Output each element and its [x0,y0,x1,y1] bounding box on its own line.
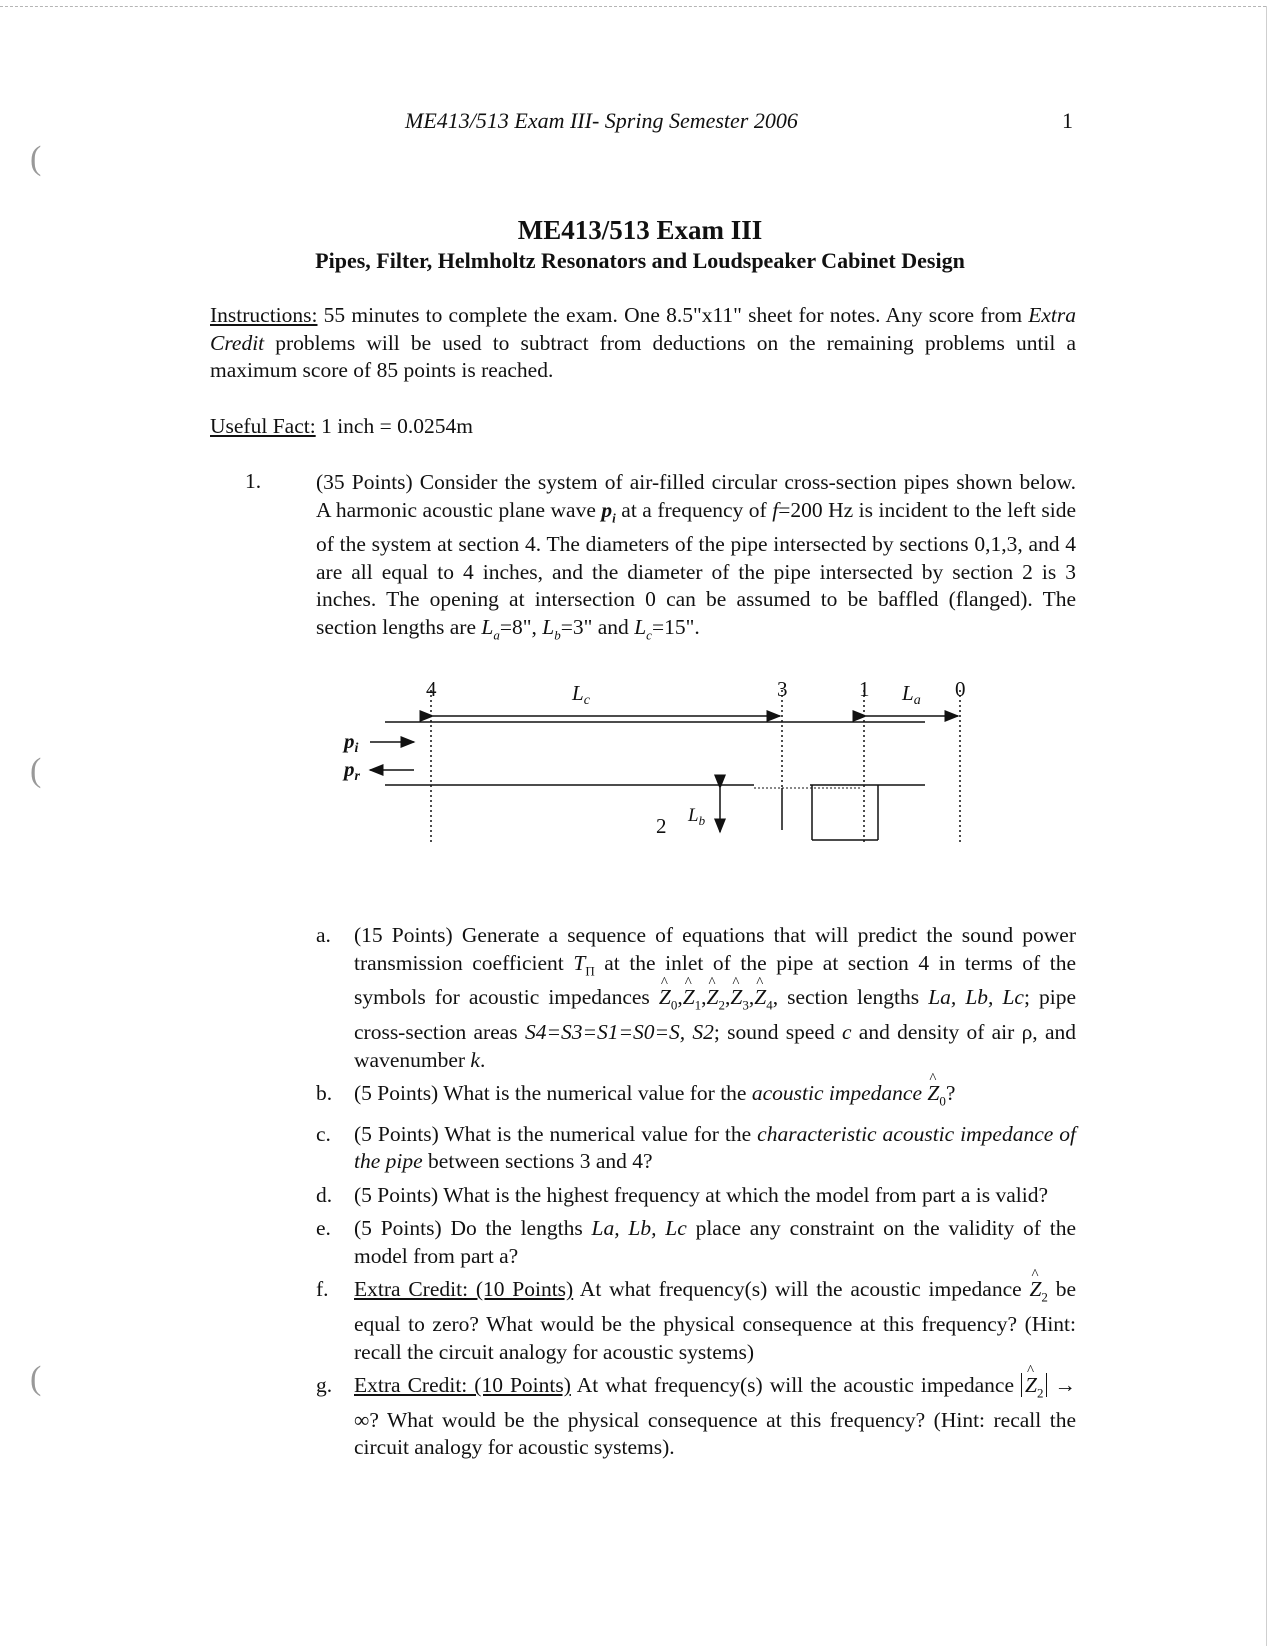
scan-edge-top [0,6,1266,7]
incident-wave-label: pi [344,729,359,756]
useful-fact-label: Useful Fact: [210,414,316,438]
exam-title: ME413/513 Exam III [517,215,763,245]
part-a: a. (15 Points) Generate a sequence of equations that will predict the sound power transmission coefficient $T_\Pi$ at the inlet of the pipe at section 4 in terms of the symbols for acoustic impedances ^ $Z_0,\^{}$ $Z_1,\^{}$ $Z_2,\^{}$ $Z_3,\^{}$ $Z_4$, section lengths La, Lb, Lc; pipe cross-section areas S4=S3=S1=S0=S, S2; sound speed c and density of air ρ, and wavenumber k. [316,922,1076,1074]
exam-subtitle: Pipes, Filter, Helmholtz Resonators and Loudspeaker Cabinet Design [315,248,965,273]
punch-hole-mark: ( [30,1360,42,1397]
section-0-label: 0 [955,680,966,701]
section-1-label: 1 [859,680,870,701]
la-label: La [902,681,921,708]
question-number: 1. [245,469,262,493]
punch-hole-mark: ( [30,140,42,177]
lc-label: Lc [572,681,590,708]
part-f: f. Extra Credit: (10 Points) At what frequency(s) will the acoustic impedance ^ $Z_2$ be equal to zero? What would be the physical consequence at this frequency? (Hint: recall the circuit analogy for acoustic systems) [316,1276,1076,1366]
section-2-label: 2 [656,814,667,838]
part-e: e. (5 Points) Do the lengths La, Lb, Lc place any constraint on the validity of the model from part a? [316,1216,1076,1268]
instructions-label: Instructions: [210,303,318,327]
useful-fact: Useful Fact: 1 inch = 0.0254m [210,414,473,438]
pipe-system-diagram [340,680,980,890]
lb-label: $L_b$ [688,805,706,828]
instructions: Instructions: 55 minutes to complete the exam. One 8.5"x11" sheet for notes. Any score from Extra Credit problems will be used to subtract from deductions on the remaining problems until a maximum score of 85 points is reached. [210,303,1076,382]
section-3-label: 3 [777,680,788,701]
running-header: ME413/513 Exam III- Spring Semester 2006 [405,108,798,133]
question-parts [316,922,1076,1468]
reflected-wave-label: pr [344,757,360,784]
section-4-label: 4 [426,680,437,701]
part-b: b. (5 Points) What is the numerical value for the acoustic impedance ^ $Z_0$? [316,1080,1076,1115]
part-c: c. (5 Points) What is the numerical value for the characteristic acoustic impedance of the pipe between sections 3 and 4? [316,1121,1076,1174]
part-d: d. (5 Points) What is the highest frequency at which the model from part a is valid? [316,1182,1048,1207]
punch-hole-mark: ( [30,752,42,789]
question-1-text: (35 Points) Consider the system of air-filled circular cross-section pipes shown below. A harmonic acoustic plane wave $p_i$ at a frequency of f=200 Hz is incident to the left side of the system at section 4. The diameters of the pipe intersected by sections 0,1,3, and 4 are all equal to 4 inches, and the diameter of the pipe intersected by section 2 is 3 inches. The opening at intersection 0 can be assumed to be baffled (flanged). The section lengths are $L_a=8$", $L_b=3$" and $L_c=15$". [316,470,1076,643]
page-number: 1 [1062,108,1073,133]
part-g: g. Extra Credit: (10 Points) At what frequency(s) will the acoustic impedance ^ $Z_2$ → ∞? What would be the physical consequence at this frequency? (Hint: recall the circuit analogy for acoustic systems). [316,1372,1076,1462]
